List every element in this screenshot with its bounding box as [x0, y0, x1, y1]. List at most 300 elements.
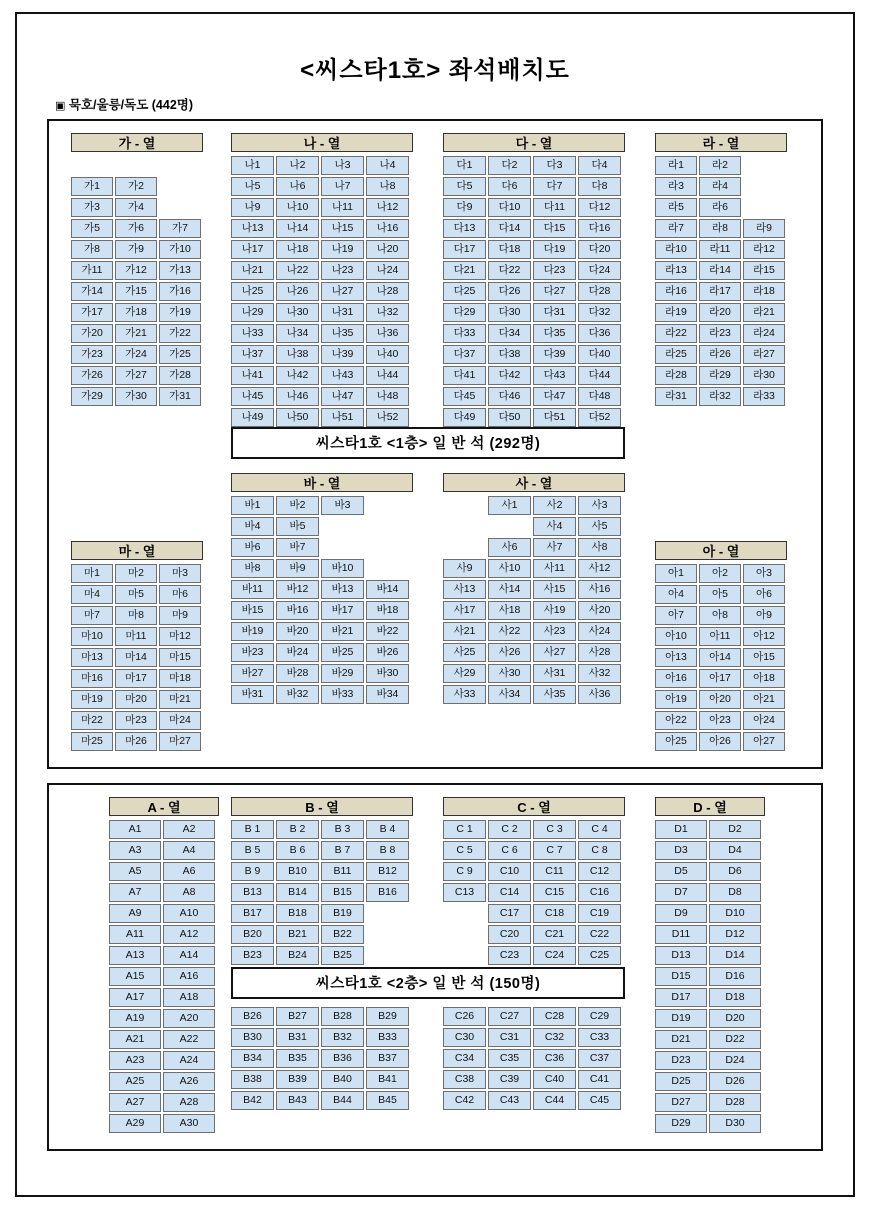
seat-cell[interactable]: D25 — [655, 1072, 707, 1091]
seat-cell[interactable]: D16 — [709, 967, 761, 986]
seat-cell[interactable]: 바29 — [321, 664, 364, 683]
seat-cell[interactable]: 나29 — [231, 303, 274, 322]
seat-cell[interactable]: 아15 — [743, 648, 785, 667]
seat-cell[interactable]: B13 — [231, 883, 274, 902]
seat-cell[interactable]: 나4 — [366, 156, 409, 175]
seat-cell[interactable]: A19 — [109, 1009, 161, 1028]
seat-cell[interactable]: 가13 — [159, 261, 201, 280]
seat-cell[interactable]: B36 — [321, 1049, 364, 1068]
seat-cell[interactable]: 마12 — [159, 627, 201, 646]
seat-cell[interactable]: A15 — [109, 967, 161, 986]
seat-cell[interactable]: A6 — [163, 862, 215, 881]
seat-cell[interactable]: 나13 — [231, 219, 274, 238]
seat-cell[interactable]: D19 — [655, 1009, 707, 1028]
seat-cell[interactable]: 나9 — [231, 198, 274, 217]
seat-cell[interactable]: 나52 — [366, 408, 409, 427]
seat-cell[interactable]: 마19 — [71, 690, 113, 709]
seat-cell[interactable]: 바6 — [231, 538, 274, 557]
seat-cell[interactable]: 다38 — [488, 345, 531, 364]
seat-cell[interactable]: 마18 — [159, 669, 201, 688]
seat-cell[interactable]: 다47 — [533, 387, 576, 406]
seat-cell[interactable]: B43 — [276, 1091, 319, 1110]
seat-cell[interactable]: C15 — [533, 883, 576, 902]
seat-cell[interactable]: 라31 — [655, 387, 697, 406]
seat-cell[interactable]: C29 — [578, 1007, 621, 1026]
seat-cell[interactable]: 나34 — [276, 324, 319, 343]
seat-cell[interactable]: 마5 — [115, 585, 157, 604]
seat-cell[interactable]: 아27 — [743, 732, 785, 751]
seat-cell[interactable]: 사32 — [578, 664, 621, 683]
seat-cell[interactable]: 다26 — [488, 282, 531, 301]
seat-cell[interactable]: 가21 — [115, 324, 157, 343]
seat-cell[interactable]: 아11 — [699, 627, 741, 646]
seat-cell[interactable]: C26 — [443, 1007, 486, 1026]
seat-cell[interactable]: 나19 — [321, 240, 364, 259]
seat-cell[interactable]: 라6 — [699, 198, 741, 217]
seat-cell[interactable]: 라2 — [699, 156, 741, 175]
seat-cell[interactable]: 바27 — [231, 664, 274, 683]
seat-cell[interactable]: C12 — [578, 862, 621, 881]
seat-cell[interactable]: 라17 — [699, 282, 741, 301]
seat-cell[interactable]: 사6 — [488, 538, 531, 557]
seat-cell[interactable]: 나49 — [231, 408, 274, 427]
seat-cell[interactable]: 아17 — [699, 669, 741, 688]
seat-cell[interactable]: 다28 — [578, 282, 621, 301]
seat-cell[interactable]: 사23 — [533, 622, 576, 641]
seat-cell[interactable]: B12 — [366, 862, 409, 881]
seat-cell[interactable]: 바9 — [276, 559, 319, 578]
seat-cell[interactable]: B44 — [321, 1091, 364, 1110]
seat-cell[interactable]: D29 — [655, 1114, 707, 1133]
seat-cell[interactable]: 사4 — [533, 517, 576, 536]
seat-cell[interactable]: 다24 — [578, 261, 621, 280]
seat-cell[interactable]: 나32 — [366, 303, 409, 322]
seat-cell[interactable]: D5 — [655, 862, 707, 881]
seat-cell[interactable]: 라25 — [655, 345, 697, 364]
seat-cell[interactable]: 가17 — [71, 303, 113, 322]
seat-cell[interactable]: B35 — [276, 1049, 319, 1068]
seat-cell[interactable]: 바12 — [276, 580, 319, 599]
seat-cell[interactable]: 라32 — [699, 387, 741, 406]
seat-cell[interactable]: 다11 — [533, 198, 576, 217]
seat-cell[interactable]: D1 — [655, 820, 707, 839]
seat-cell[interactable]: 다2 — [488, 156, 531, 175]
seat-cell[interactable]: 사17 — [443, 601, 486, 620]
seat-cell[interactable]: 마1 — [71, 564, 113, 583]
seat-cell[interactable]: 사8 — [578, 538, 621, 557]
seat-cell[interactable]: 라15 — [743, 261, 785, 280]
seat-cell[interactable]: 다42 — [488, 366, 531, 385]
seat-cell[interactable]: B 7 — [321, 841, 364, 860]
seat-cell[interactable]: 마22 — [71, 711, 113, 730]
seat-cell[interactable]: 나20 — [366, 240, 409, 259]
seat-cell[interactable]: 다52 — [578, 408, 621, 427]
seat-cell[interactable]: 가6 — [115, 219, 157, 238]
seat-cell[interactable]: 사5 — [578, 517, 621, 536]
seat-cell[interactable]: A4 — [163, 841, 215, 860]
seat-cell[interactable]: C23 — [488, 946, 531, 965]
seat-cell[interactable]: C 7 — [533, 841, 576, 860]
seat-cell[interactable]: C41 — [578, 1070, 621, 1089]
seat-cell[interactable]: B28 — [321, 1007, 364, 1026]
seat-cell[interactable]: 바8 — [231, 559, 274, 578]
seat-cell[interactable]: 라8 — [699, 219, 741, 238]
seat-cell[interactable]: B22 — [321, 925, 364, 944]
seat-cell[interactable]: 나36 — [366, 324, 409, 343]
seat-cell[interactable]: D22 — [709, 1030, 761, 1049]
seat-cell[interactable]: C32 — [533, 1028, 576, 1047]
seat-cell[interactable]: 아16 — [655, 669, 697, 688]
seat-cell[interactable]: C19 — [578, 904, 621, 923]
seat-cell[interactable]: 다40 — [578, 345, 621, 364]
seat-cell[interactable]: 사29 — [443, 664, 486, 683]
seat-cell[interactable]: B27 — [276, 1007, 319, 1026]
seat-cell[interactable]: C 3 — [533, 820, 576, 839]
seat-cell[interactable]: 나51 — [321, 408, 364, 427]
seat-cell[interactable]: 다18 — [488, 240, 531, 259]
seat-cell[interactable]: 다51 — [533, 408, 576, 427]
seat-cell[interactable]: 나37 — [231, 345, 274, 364]
seat-cell[interactable]: 나40 — [366, 345, 409, 364]
seat-cell[interactable]: 다27 — [533, 282, 576, 301]
seat-cell[interactable]: B37 — [366, 1049, 409, 1068]
seat-cell[interactable]: 다5 — [443, 177, 486, 196]
seat-cell[interactable]: B24 — [276, 946, 319, 965]
seat-cell[interactable]: 다23 — [533, 261, 576, 280]
seat-cell[interactable]: A5 — [109, 862, 161, 881]
seat-cell[interactable]: 사16 — [578, 580, 621, 599]
seat-cell[interactable]: 가19 — [159, 303, 201, 322]
seat-cell[interactable]: 바7 — [276, 538, 319, 557]
seat-cell[interactable]: 다43 — [533, 366, 576, 385]
seat-cell[interactable]: 바19 — [231, 622, 274, 641]
seat-cell[interactable]: 다14 — [488, 219, 531, 238]
seat-cell[interactable]: 아21 — [743, 690, 785, 709]
seat-cell[interactable]: B33 — [366, 1028, 409, 1047]
seat-cell[interactable]: 라27 — [743, 345, 785, 364]
seat-cell[interactable]: B21 — [276, 925, 319, 944]
seat-cell[interactable]: 다17 — [443, 240, 486, 259]
seat-cell[interactable]: 바23 — [231, 643, 274, 662]
seat-cell[interactable]: 아13 — [655, 648, 697, 667]
seat-cell[interactable]: D6 — [709, 862, 761, 881]
seat-cell[interactable]: B19 — [321, 904, 364, 923]
seat-cell[interactable]: 라21 — [743, 303, 785, 322]
seat-cell[interactable]: D23 — [655, 1051, 707, 1070]
seat-cell[interactable]: 나35 — [321, 324, 364, 343]
seat-cell[interactable]: B 3 — [321, 820, 364, 839]
seat-cell[interactable]: 다10 — [488, 198, 531, 217]
seat-cell[interactable]: D20 — [709, 1009, 761, 1028]
seat-cell[interactable]: 가18 — [115, 303, 157, 322]
seat-cell[interactable]: 라4 — [699, 177, 741, 196]
seat-cell[interactable]: 사15 — [533, 580, 576, 599]
seat-cell[interactable]: 다37 — [443, 345, 486, 364]
seat-cell[interactable]: 라14 — [699, 261, 741, 280]
seat-cell[interactable]: 가8 — [71, 240, 113, 259]
seat-cell[interactable]: 사33 — [443, 685, 486, 704]
seat-cell[interactable]: 마8 — [115, 606, 157, 625]
seat-cell[interactable]: 사1 — [488, 496, 531, 515]
seat-cell[interactable]: 나41 — [231, 366, 274, 385]
seat-cell[interactable]: A17 — [109, 988, 161, 1007]
seat-cell[interactable]: C28 — [533, 1007, 576, 1026]
seat-cell[interactable]: B 2 — [276, 820, 319, 839]
seat-cell[interactable]: C24 — [533, 946, 576, 965]
seat-cell[interactable]: C 6 — [488, 841, 531, 860]
seat-cell[interactable]: 아1 — [655, 564, 697, 583]
seat-cell[interactable]: 가14 — [71, 282, 113, 301]
seat-cell[interactable]: C22 — [578, 925, 621, 944]
seat-cell[interactable]: A27 — [109, 1093, 161, 1112]
seat-cell[interactable]: 아26 — [699, 732, 741, 751]
seat-cell[interactable]: 나27 — [321, 282, 364, 301]
seat-cell[interactable]: 다16 — [578, 219, 621, 238]
seat-cell[interactable]: C 2 — [488, 820, 531, 839]
seat-cell[interactable]: B41 — [366, 1070, 409, 1089]
seat-cell[interactable]: 사19 — [533, 601, 576, 620]
seat-cell[interactable]: C30 — [443, 1028, 486, 1047]
seat-cell[interactable]: 라26 — [699, 345, 741, 364]
seat-cell[interactable]: B45 — [366, 1091, 409, 1110]
seat-cell[interactable]: 나6 — [276, 177, 319, 196]
seat-cell[interactable]: 바25 — [321, 643, 364, 662]
seat-cell[interactable]: B25 — [321, 946, 364, 965]
seat-cell[interactable]: D8 — [709, 883, 761, 902]
seat-cell[interactable]: A2 — [163, 820, 215, 839]
seat-cell[interactable]: 다9 — [443, 198, 486, 217]
seat-cell[interactable]: 다29 — [443, 303, 486, 322]
seat-cell[interactable]: 가28 — [159, 366, 201, 385]
seat-cell[interactable]: B20 — [231, 925, 274, 944]
seat-cell[interactable]: 다3 — [533, 156, 576, 175]
seat-cell[interactable]: 마3 — [159, 564, 201, 583]
seat-cell[interactable]: 나43 — [321, 366, 364, 385]
seat-cell[interactable]: A13 — [109, 946, 161, 965]
seat-cell[interactable]: 가12 — [115, 261, 157, 280]
seat-cell[interactable]: C25 — [578, 946, 621, 965]
seat-cell[interactable]: 가26 — [71, 366, 113, 385]
seat-cell[interactable]: 나25 — [231, 282, 274, 301]
seat-cell[interactable]: D7 — [655, 883, 707, 902]
seat-cell[interactable]: 나8 — [366, 177, 409, 196]
seat-cell[interactable]: 라29 — [699, 366, 741, 385]
seat-cell[interactable]: 다20 — [578, 240, 621, 259]
seat-cell[interactable]: 가4 — [115, 198, 157, 217]
seat-cell[interactable]: 나38 — [276, 345, 319, 364]
seat-cell[interactable]: 가5 — [71, 219, 113, 238]
seat-cell[interactable]: C43 — [488, 1091, 531, 1110]
seat-cell[interactable]: D28 — [709, 1093, 761, 1112]
seat-cell[interactable]: A23 — [109, 1051, 161, 1070]
seat-cell[interactable]: 나45 — [231, 387, 274, 406]
seat-cell[interactable]: 바18 — [366, 601, 409, 620]
seat-cell[interactable]: 바24 — [276, 643, 319, 662]
seat-cell[interactable]: C14 — [488, 883, 531, 902]
seat-cell[interactable]: 바4 — [231, 517, 274, 536]
seat-cell[interactable]: C20 — [488, 925, 531, 944]
seat-cell[interactable]: B15 — [321, 883, 364, 902]
seat-cell[interactable]: 가15 — [115, 282, 157, 301]
seat-cell[interactable]: D26 — [709, 1072, 761, 1091]
seat-cell[interactable]: 사2 — [533, 496, 576, 515]
seat-cell[interactable]: A28 — [163, 1093, 215, 1112]
seat-cell[interactable]: A8 — [163, 883, 215, 902]
seat-cell[interactable]: 바15 — [231, 601, 274, 620]
seat-cell[interactable]: 가29 — [71, 387, 113, 406]
seat-cell[interactable]: 라23 — [699, 324, 741, 343]
seat-cell[interactable]: 사12 — [578, 559, 621, 578]
seat-cell[interactable]: D9 — [655, 904, 707, 923]
seat-cell[interactable]: 사10 — [488, 559, 531, 578]
seat-cell[interactable]: 가3 — [71, 198, 113, 217]
seat-cell[interactable]: 나50 — [276, 408, 319, 427]
seat-cell[interactable]: 바22 — [366, 622, 409, 641]
seat-cell[interactable]: 마15 — [159, 648, 201, 667]
seat-cell[interactable]: 나28 — [366, 282, 409, 301]
seat-cell[interactable]: 바21 — [321, 622, 364, 641]
seat-cell[interactable]: 사34 — [488, 685, 531, 704]
seat-cell[interactable]: 다30 — [488, 303, 531, 322]
seat-cell[interactable]: 라24 — [743, 324, 785, 343]
seat-cell[interactable]: A11 — [109, 925, 161, 944]
seat-cell[interactable]: 라5 — [655, 198, 697, 217]
seat-cell[interactable]: 아12 — [743, 627, 785, 646]
seat-cell[interactable]: 바1 — [231, 496, 274, 515]
seat-cell[interactable]: 나44 — [366, 366, 409, 385]
seat-cell[interactable]: A3 — [109, 841, 161, 860]
seat-cell[interactable]: 가1 — [71, 177, 113, 196]
seat-cell[interactable]: B 5 — [231, 841, 274, 860]
seat-cell[interactable]: B10 — [276, 862, 319, 881]
seat-cell[interactable]: A21 — [109, 1030, 161, 1049]
seat-cell[interactable]: D10 — [709, 904, 761, 923]
seat-cell[interactable]: C 8 — [578, 841, 621, 860]
seat-cell[interactable]: 라18 — [743, 282, 785, 301]
seat-cell[interactable]: 사7 — [533, 538, 576, 557]
seat-cell[interactable]: 사25 — [443, 643, 486, 662]
seat-cell[interactable]: D4 — [709, 841, 761, 860]
seat-cell[interactable]: 아20 — [699, 690, 741, 709]
seat-cell[interactable]: 가16 — [159, 282, 201, 301]
seat-cell[interactable]: 다45 — [443, 387, 486, 406]
seat-cell[interactable]: 다33 — [443, 324, 486, 343]
seat-cell[interactable]: 사22 — [488, 622, 531, 641]
seat-cell[interactable]: C 1 — [443, 820, 486, 839]
seat-cell[interactable]: D18 — [709, 988, 761, 1007]
seat-cell[interactable]: 나31 — [321, 303, 364, 322]
seat-cell[interactable]: A9 — [109, 904, 161, 923]
seat-cell[interactable]: 나47 — [321, 387, 364, 406]
seat-cell[interactable]: 가2 — [115, 177, 157, 196]
seat-cell[interactable]: D27 — [655, 1093, 707, 1112]
seat-cell[interactable]: 사14 — [488, 580, 531, 599]
seat-cell[interactable]: 아22 — [655, 711, 697, 730]
seat-cell[interactable]: 마6 — [159, 585, 201, 604]
seat-cell[interactable]: B 8 — [366, 841, 409, 860]
seat-cell[interactable]: 다7 — [533, 177, 576, 196]
seat-cell[interactable]: 사9 — [443, 559, 486, 578]
seat-cell[interactable]: 사24 — [578, 622, 621, 641]
seat-cell[interactable]: C27 — [488, 1007, 531, 1026]
seat-cell[interactable]: 바28 — [276, 664, 319, 683]
seat-cell[interactable]: 아3 — [743, 564, 785, 583]
seat-cell[interactable]: A7 — [109, 883, 161, 902]
seat-cell[interactable]: C16 — [578, 883, 621, 902]
seat-cell[interactable]: 다6 — [488, 177, 531, 196]
seat-cell[interactable]: B30 — [231, 1028, 274, 1047]
seat-cell[interactable]: 다1 — [443, 156, 486, 175]
seat-cell[interactable]: B31 — [276, 1028, 319, 1047]
seat-cell[interactable]: 아8 — [699, 606, 741, 625]
seat-cell[interactable]: 바10 — [321, 559, 364, 578]
seat-cell[interactable]: 다19 — [533, 240, 576, 259]
seat-cell[interactable]: B 1 — [231, 820, 274, 839]
seat-cell[interactable]: 라12 — [743, 240, 785, 259]
seat-cell[interactable]: A24 — [163, 1051, 215, 1070]
seat-cell[interactable]: C37 — [578, 1049, 621, 1068]
seat-cell[interactable]: 아14 — [699, 648, 741, 667]
seat-cell[interactable]: D11 — [655, 925, 707, 944]
seat-cell[interactable]: 마25 — [71, 732, 113, 751]
seat-cell[interactable]: 다15 — [533, 219, 576, 238]
seat-cell[interactable]: 마24 — [159, 711, 201, 730]
seat-cell[interactable]: 가27 — [115, 366, 157, 385]
seat-cell[interactable]: B16 — [366, 883, 409, 902]
seat-cell[interactable]: 다25 — [443, 282, 486, 301]
seat-cell[interactable]: 다49 — [443, 408, 486, 427]
seat-cell[interactable]: 라22 — [655, 324, 697, 343]
seat-cell[interactable]: 나42 — [276, 366, 319, 385]
seat-cell[interactable]: B17 — [231, 904, 274, 923]
seat-cell[interactable]: 나14 — [276, 219, 319, 238]
seat-cell[interactable]: 나5 — [231, 177, 274, 196]
seat-cell[interactable]: 나2 — [276, 156, 319, 175]
seat-cell[interactable]: 사30 — [488, 664, 531, 683]
seat-cell[interactable]: 다13 — [443, 219, 486, 238]
seat-cell[interactable]: C10 — [488, 862, 531, 881]
seat-cell[interactable]: D14 — [709, 946, 761, 965]
seat-cell[interactable]: 나15 — [321, 219, 364, 238]
seat-cell[interactable]: C31 — [488, 1028, 531, 1047]
seat-cell[interactable]: B38 — [231, 1070, 274, 1089]
seat-cell[interactable]: B39 — [276, 1070, 319, 1089]
seat-cell[interactable]: 사21 — [443, 622, 486, 641]
seat-cell[interactable]: 마20 — [115, 690, 157, 709]
seat-cell[interactable]: 가11 — [71, 261, 113, 280]
seat-cell[interactable]: 마26 — [115, 732, 157, 751]
seat-cell[interactable]: 나17 — [231, 240, 274, 259]
seat-cell[interactable]: 가23 — [71, 345, 113, 364]
seat-cell[interactable]: 가9 — [115, 240, 157, 259]
seat-cell[interactable]: 마16 — [71, 669, 113, 688]
seat-cell[interactable]: 가7 — [159, 219, 201, 238]
seat-cell[interactable]: A1 — [109, 820, 161, 839]
seat-cell[interactable]: D3 — [655, 841, 707, 860]
seat-cell[interactable]: 나1 — [231, 156, 274, 175]
seat-cell[interactable]: 아25 — [655, 732, 697, 751]
seat-cell[interactable]: A26 — [163, 1072, 215, 1091]
seat-cell[interactable]: D13 — [655, 946, 707, 965]
seat-cell[interactable]: 사13 — [443, 580, 486, 599]
seat-cell[interactable]: A16 — [163, 967, 215, 986]
seat-cell[interactable]: B23 — [231, 946, 274, 965]
seat-cell[interactable]: 바33 — [321, 685, 364, 704]
seat-cell[interactable]: 바31 — [231, 685, 274, 704]
seat-cell[interactable]: 아9 — [743, 606, 785, 625]
seat-cell[interactable]: 다8 — [578, 177, 621, 196]
seat-cell[interactable]: 가22 — [159, 324, 201, 343]
